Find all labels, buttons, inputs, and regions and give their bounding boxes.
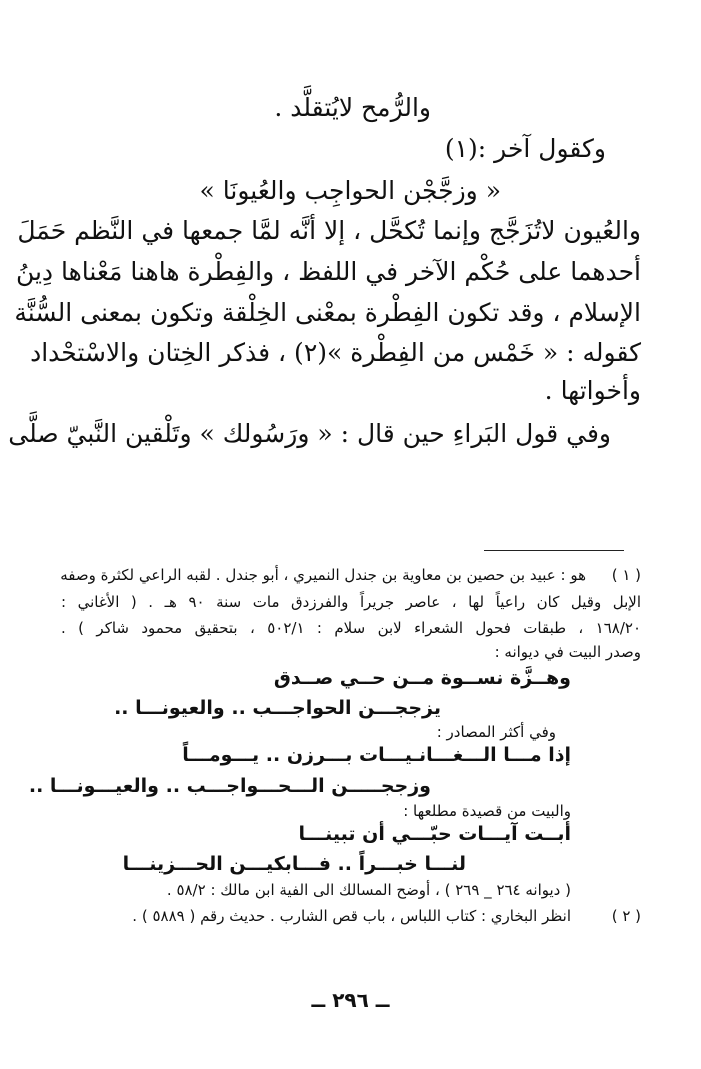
body-line-2: وكقول آخر :(١) — [444, 134, 606, 163]
body-line-1: والرُّمح لايُتقلَّد . — [274, 93, 431, 122]
verse-3-first: أبــت آيـــات حبّـــي أن تبينـــا — [298, 823, 571, 845]
footnote-divider — [484, 550, 624, 551]
verse-1-first: وهــزَّة نســوة مــن حــي صــدق — [273, 667, 571, 689]
body-line-4: أحدهما على حُكْم الآخر في اللفظ ، والفِطْرة هاهنا مَعْناها دِينُ — [15, 257, 641, 286]
footnote-note-2: وفي أكثر المصادر : — [436, 723, 556, 741]
page-number: ــ ٢٩٦ ــ — [311, 988, 390, 1012]
verse-1-second: يزججـــن الحواجـــب .. والعيونـــا .. — [114, 697, 441, 719]
quoted-verse: « وزجَّجْن الحواجِب والعُيونَا » — [199, 176, 501, 205]
body-line-3: والعُيون لاتُزَجَّج وإنما تُكحَّل ، إلا أنَّه لمَّا جمعها في النَّظم حَمَلَ — [17, 216, 641, 245]
footnote-source: ( ديوانه ٢٦٤ _ ٢٦٩ ) ، أوضح المسالك الى الفية ابن مالك : ٥٨/٢ . — [166, 881, 571, 899]
footnote-1-line-4: وصدر البيت في ديوانه : — [494, 643, 641, 661]
footnote-2-text: انظر البخاري : كتاب اللباس ، باب قص الشارب . حديث رقم ( ٥٨٨٩ ) . — [132, 907, 571, 925]
footnote-1-marker: ( ١ ) — [611, 566, 641, 584]
body-line-8: وفي قول البَراءِ حين قال : « ورَسُولك » وتَلْقين النَّبيّ صلَّى — [8, 419, 611, 448]
body-line-7: وأخواتها . — [544, 376, 641, 405]
footnote-note-3: والبيت من قصيدة مطلعها : — [403, 802, 571, 820]
body-line-6: كقوله : « خَمْس من الفِطْرة »(٢) ، فذكر الخِتان والاسْتحْداد — [30, 338, 641, 367]
body-line-5: الإسلام ، وقد تكون الفِطْرة بمعْنى الخِلْقة وتكون بمعنى السُّنَّة — [14, 298, 641, 327]
verse-3-second: لنـــا خبـــراً .. فـــابكيـــن الحـــزينـــا — [122, 853, 466, 875]
verse-2-first: إذا مـــا الـــغـــانـيـــات بـــرزن .. يـــومـــاً — [182, 744, 571, 766]
footnote-1-line-1: هو : عبيد بن حصين بن معاوية بن جندل النميري ، أبو جندل . لقبه الراعي لكثرة وصفه — [60, 566, 586, 584]
footnote-1-line-2: الإبل وقيل كان راعياً لها ، عاصر جريراً والفرزدق مات سنة ٩٠ هـ . ( الأغاني : — [61, 593, 641, 611]
footnote-2-marker: ( ٢ ) — [611, 907, 641, 925]
footnote-1-line-3: ١٦٨/٢٠ ، طبقات فحول الشعراء لابن سلام : ٥٠٢/١ ، بتحقيق محمود شاكر ) . — [61, 619, 642, 637]
verse-2-second: وزججـــــن الـــحـــواجـــب .. والعيـــونـــا .. — [28, 775, 431, 797]
